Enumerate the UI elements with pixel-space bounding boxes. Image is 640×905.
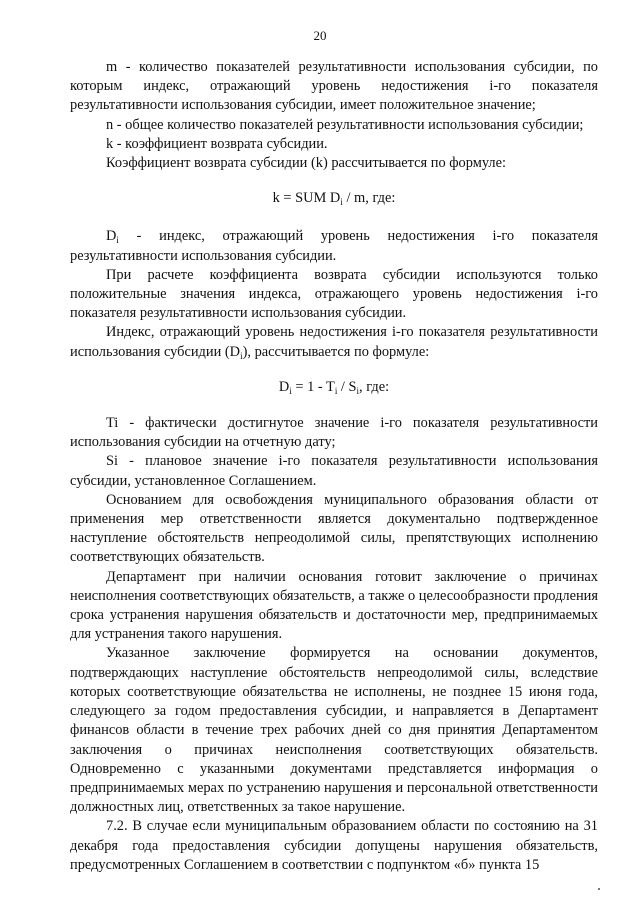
di-intro-text: Индекс, отражающий уровень недостижения i-го показателя результативности использования субсидии (D bbox=[70, 324, 598, 360]
formula-k-left: k = SUM D bbox=[272, 190, 341, 207]
di-subscript: i bbox=[116, 235, 119, 246]
paragraph-ti-definition: Ti - фактически достигнутое значение i-го показателя результативности использования субсидии на отчетную дату; bbox=[70, 415, 598, 451]
paragraph-positive-only: При расчете коэффициента возврата субсидии используются только положительные значения индекса, отражающего уровень недостижения i-го показателя результативности использования субсидии. bbox=[70, 266, 598, 322]
di-definition-text: - индекс, отражающий уровень недостижения i-го показателя результативности использования субсидии. bbox=[70, 228, 598, 264]
paragraph-di-definition bbox=[70, 227, 598, 265]
formula-di-sub-2: i bbox=[334, 385, 338, 396]
formula-di-part-d: , где: bbox=[359, 378, 390, 395]
di-symbol: D bbox=[106, 228, 117, 245]
scan-speck bbox=[598, 888, 600, 890]
document-body bbox=[70, 58, 598, 875]
formula-di bbox=[70, 378, 598, 397]
paragraph-di-formula-intro bbox=[70, 323, 598, 361]
paragraph-m-definition: m - количество показателей результативности использования субсидии, по которым индекс, отражающий уровень недостижения i-го показателя результативности использования субсидии, имеет положительное значение; bbox=[70, 59, 598, 114]
paragraph-conclusion: Указанное заключение формируется на основании документов, подтверждающих наступление обстоятельств непреодолимой силы, вследствие которых соответствующие обязательства не исполнены, не позднее 15 июня года, следующего за годом предоставления субсидии, и направляется в Департамент финансов области в течение трех рабочих дней со дня принятия Департаментом заключения о причинах неисполнения соответствующих обязательств. Одновременно с указанными документами представляется информация о предпринимаемых мерах по устранению нарушения и персональной ответственности должностных лиц, ответственных за такое нарушение. bbox=[70, 645, 598, 816]
formula-k-right: / m, где: bbox=[342, 190, 396, 207]
paragraph-n-definition: n - общее количество показателей результативности использования субсидии; bbox=[106, 116, 584, 133]
formula-k-subscript: i bbox=[340, 197, 343, 208]
paragraph-si-definition: Si - плановое значение i-го показателя результативности использования субсидии, установленное Соглашением. bbox=[70, 453, 598, 489]
di-intro-end: ), рассчитывается по формуле: bbox=[242, 343, 430, 360]
formula-di-part-a: D bbox=[278, 378, 290, 395]
di-intro-subscript: i bbox=[240, 350, 243, 361]
paragraph-exemption: Основанием для освобождения муниципального образования области от применения мер ответственности является документально подтвержденное наступление обстоятельств непреодолимой силы, препятствующих исполнению соответствующих обязательств. bbox=[70, 491, 598, 566]
formula-di-part-b: = 1 - T bbox=[291, 378, 335, 395]
paragraph-k-definition: k - коэффициент возврата субсидии. bbox=[106, 135, 328, 152]
paragraph-department: Департамент при наличии основания готовит заключение о причинах неисполнения соответствующих обязательств, а также о целесообразности продления срока устранения нарушения обязательств и достаточности мер, предпринимаемых для устранения такого нарушения. bbox=[70, 568, 598, 643]
paragraph-clause-7-2: 7.2. В случае если муниципальным образованием области по состоянию на 31 декабря года предоставления субсидии допущены нарушения обязательств, предусмотренных Соглашением в соответствии с подпунктом «б» пункта 15 bbox=[70, 818, 598, 873]
formula-di-part-c: / S bbox=[337, 378, 357, 395]
formula-di-sub-3: i bbox=[356, 385, 360, 396]
formula-k bbox=[70, 189, 598, 208]
paragraph-k-formula-intro: Коэффициент возврата субсидии (k) рассчитывается по формуле: bbox=[106, 155, 506, 172]
page-number: 20 bbox=[313, 28, 327, 43]
formula-di-sub-1: i bbox=[289, 385, 292, 396]
